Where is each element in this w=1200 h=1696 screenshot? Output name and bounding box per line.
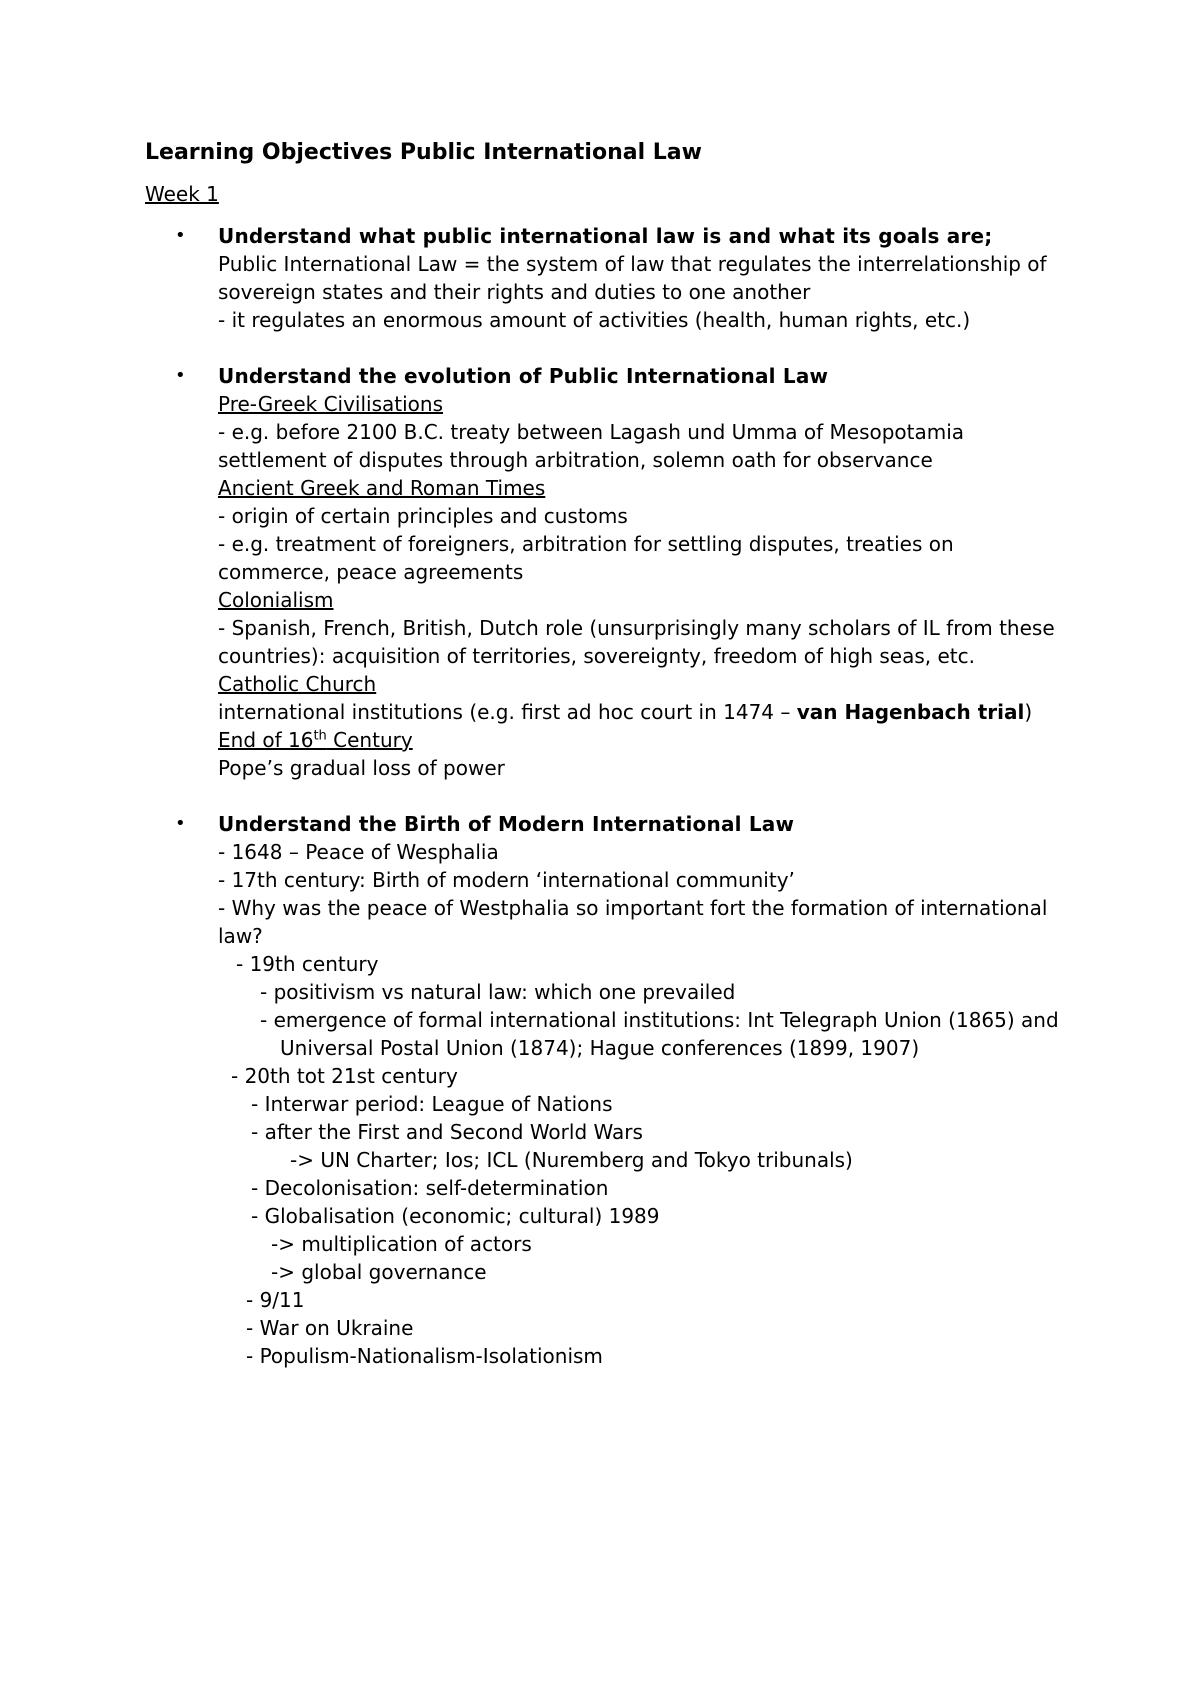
- objective-birth-modern-il: [145, 810, 1065, 1370]
- note-line: [218, 698, 1065, 726]
- subheading-pre-greek: Pre-Greek Civilisations: [218, 392, 444, 416]
- note-line: - 19th century: [236, 952, 379, 976]
- subheading-text: End of 16: [218, 728, 314, 752]
- note-line: - positivism vs natural law: which one prevailed: [260, 980, 736, 1004]
- objective-evolution: [145, 362, 1065, 782]
- note-text: - emergence of formal international institutions: Int Telegraph Union (1865) and: [260, 1008, 1059, 1032]
- bullet-icon: •: [175, 365, 186, 386]
- week-heading: Week 1: [145, 182, 219, 206]
- note-line: - Why was the peace of Westphalia so important fort the formation of international law?: [218, 896, 1048, 948]
- note-line: -> UN Charter; Ios; ICL (Nuremberg and Tokyo tribunals): [290, 1148, 853, 1172]
- definition-text: Public International Law = the system of law that regulates the interrelationship of sovereign states and their rights and duties to one another: [218, 252, 1047, 304]
- objective-heading: Understand the evolution of Public International Law: [218, 364, 829, 388]
- note-line: - e.g. treatment of foreigners, arbitration for settling disputes, treaties on commerce, peace agreements: [218, 532, 954, 584]
- note-line: - War on Ukraine: [246, 1316, 414, 1340]
- note-line: - 20th tot 21st century: [231, 1064, 458, 1088]
- objective-heading: Understand what public international law is and what its goals are;: [218, 224, 993, 248]
- bold-term: van Hagenbach trial: [796, 700, 1025, 724]
- note-line: - origin of certain principles and customs: [218, 504, 628, 528]
- subheading-text: Century: [326, 728, 413, 752]
- bullet-icon: •: [175, 813, 186, 834]
- note-text: international institutions (e.g. first ad hoc court in 1474 –: [218, 700, 797, 724]
- note-line: -> multiplication of actors: [271, 1232, 532, 1256]
- note-line: - Globalisation (economic; cultural) 1989: [251, 1204, 660, 1228]
- document-title: Learning Objectives Public International Law: [145, 140, 702, 165]
- note-line: - Interwar period: League of Nations: [251, 1092, 613, 1116]
- note-line: - Decolonisation: self-determination: [251, 1176, 609, 1200]
- note-line: - 9/11: [246, 1288, 305, 1312]
- note-line: - 17th century: Birth of modern ‘international community’: [218, 868, 795, 892]
- note-line: [218, 1006, 1065, 1034]
- note-line: Pope’s gradual loss of power: [218, 756, 505, 780]
- note-line: -> global governance: [271, 1260, 487, 1284]
- note-line: - e.g. before 2100 B.C. treaty between Lagash und Umma of Mesopotamia settlement of disputes through arbitration, solemn oath for observance: [218, 420, 965, 472]
- note-line: - Spanish, French, British, Dutch role (unsurprisingly many scholars of IL from these countries): acquisition of territories, sovereignty, freedom of high seas, etc.: [218, 616, 1055, 668]
- note-text: ): [1024, 700, 1033, 724]
- note-line: - after the First and Second World Wars: [251, 1120, 643, 1144]
- subheading-greek-roman: Ancient Greek and Roman Times: [218, 476, 546, 500]
- subheading-colonialism: Colonialism: [218, 588, 334, 612]
- objective-what-is-pil: [145, 222, 1065, 334]
- bullet-icon: •: [175, 225, 186, 246]
- note-line: - Populism-Nationalism-Isolationism: [246, 1344, 603, 1368]
- objective-heading: Understand the Birth of Modern International Law: [218, 812, 795, 836]
- superscript: th: [313, 728, 327, 744]
- subheading-end-16th-century: [218, 726, 1065, 754]
- note-line: Universal Postal Union (1874); Hague conferences (1899, 1907): [280, 1036, 920, 1060]
- document-page: [145, 138, 1065, 1398]
- note-line: - 1648 – Peace of Wesphalia: [218, 840, 499, 864]
- note-line: - it regulates an enormous amount of activities (health, human rights, etc.): [218, 308, 971, 332]
- subheading-catholic-church: Catholic Church: [218, 672, 377, 696]
